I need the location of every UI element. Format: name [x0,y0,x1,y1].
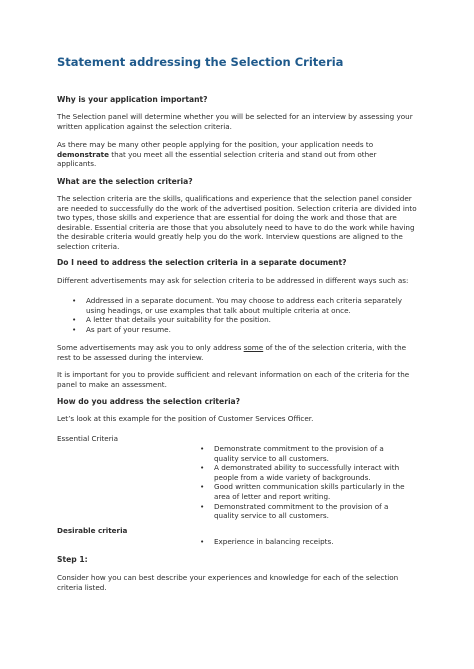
list-item: • Demonstrate commitment to the provision of a quality service to all customers. [200,444,410,463]
paragraph-step-1: Consider how you can best describe your experiences and knowledge for each of the selection criteria listed. [57,573,399,592]
paragraph-selection-panel: The Selection panel will determine whether you will be selected for an interview by assessing your written application against the selection criteria. [57,112,413,131]
heading-what-are-criteria: What are the selection criteria? [57,177,193,186]
demonstrate-bold-word: demonstrate [57,149,109,159]
paragraph-some-criteria [57,343,417,362]
paragraph-demonstrate-text-1: As there may be many other people applying for the position, your application needs to [57,140,374,149]
list-item: • Addressed in a separate document. You may choose to address each criteria separately using headings, or use examples that talk about multiple criteria at once. [72,296,412,315]
list-item: • Experience in balancing receipts. [200,537,410,547]
essential-criteria-label: Essential Criteria [57,434,119,443]
list-item: • As part of your resume. [72,325,412,335]
heading-why-important: Why is your application important? [57,95,208,104]
paragraph-sufficient-info: It is important for you to provide sufficient and relevant information on each of the criteria for the panel to make an assessment. [57,370,410,389]
heading-step-1: Step 1: [57,555,88,564]
ways-bullet-list [72,296,412,334]
document-title: Statement addressing the Selection Criteria [57,55,344,69]
heading-how-to-address: How do you address the selection criteria? [57,397,241,406]
paragraph-criteria-definition: The selection criteria are the skills, qualifications and experience that the selection panel consider are needed to successfully do the work of the advertised position. Selection criteria are divided into two types, those skills and experience that are essential for doing the work and those that are desirable. Essential criteria are those that you absolutely need to have to do the work while having the desirable criteria would greatly help you do the work. Interview questions are aligned to the selection criteria. [57,194,417,251]
desirable-criteria-list [200,537,410,547]
list-item: • A letter that details your suitability for the position. [72,315,412,325]
paragraph-example-intro: Let’s look at this example for the position of Customer Services Officer. [57,414,314,423]
list-item: • A demonstrated ability to successfully interact with people from a wide variety of backgrounds. [200,463,410,482]
paragraph-demonstrate-text-2: that you meet all the essential selection criteria and stand out from other applicants. [57,149,377,169]
paragraph-some-text-2: of the of the selection criteria, with the rest to be assessed during the interview. [57,343,407,362]
essential-criteria-list [200,444,410,521]
list-item: • Good written communication skills particularly in the area of letter and report writing. [200,482,410,501]
some-underlined-word: some [243,343,264,352]
paragraph-some-text-1: Some advertisements may ask you to only address [57,343,244,352]
paragraph-demonstrate [57,140,417,169]
paragraph-different-ads: Different advertisements may ask for selection criteria to be addressed in different ways such as: [57,276,409,285]
desirable-criteria-label: Desirable criteria [57,526,128,535]
list-item: • Demonstrated commitment to the provision of a quality service to all customers. [200,502,410,521]
heading-separate-document: Do I need to address the selection criteria in a separate document? [57,258,347,267]
